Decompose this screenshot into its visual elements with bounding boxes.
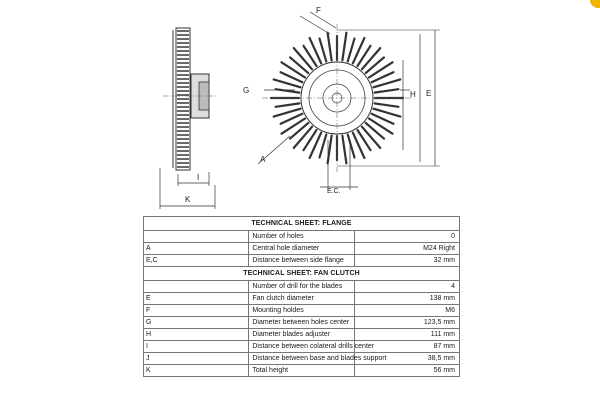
table-row	[144, 341, 460, 353]
row-value: 4	[354, 281, 459, 293]
side-view-fins	[177, 31, 189, 167]
fan-clutch-title: TECHNICAL SHEET: FAN CLUTCH	[144, 267, 460, 281]
row-description: Fan clutch diameter	[249, 293, 354, 305]
row-key: J	[144, 353, 249, 365]
row-value: 38,5 mm	[354, 353, 459, 365]
row-value: M6	[354, 305, 459, 317]
row-description: Diameter blades adjuster	[249, 329, 354, 341]
row-description: Diameter between holes center	[249, 317, 354, 329]
row-key: G	[144, 317, 249, 329]
dimension-label-g: G	[243, 86, 250, 95]
row-key: H	[144, 329, 249, 341]
dimension-label-f: F	[316, 6, 321, 15]
flange-title: TECHNICAL SHEET: FLANGE	[144, 217, 460, 231]
cooling-fin	[362, 127, 380, 148]
cooling-fin	[348, 135, 355, 158]
row-key: K	[144, 365, 249, 377]
dimension-label-k: K	[185, 195, 191, 204]
cooling-fin	[375, 89, 399, 92]
table-row	[144, 365, 460, 377]
row-description: Total height	[249, 365, 354, 377]
table-row	[144, 243, 460, 255]
table-row	[144, 255, 460, 267]
technical-sheet-table	[143, 216, 460, 377]
row-key: F	[144, 305, 249, 317]
table-row	[144, 329, 460, 341]
cooling-fin	[342, 136, 346, 164]
row-description: Central hole diameter	[249, 243, 354, 255]
row-value: 123,5 mm	[354, 317, 459, 329]
fan-clutch-section-header	[144, 267, 460, 281]
table-row	[144, 317, 460, 329]
row-value: 87 mm	[354, 341, 459, 353]
dimension-label-i: I	[197, 173, 200, 182]
cooling-fin	[320, 135, 327, 158]
row-key: E	[144, 293, 249, 305]
dimension-label-a: A	[260, 155, 266, 164]
row-description: Distance between colateral drills center	[249, 341, 354, 353]
dimension-label-h: H	[410, 90, 416, 99]
row-value: 56 mm	[354, 365, 459, 377]
cooling-fin	[294, 127, 312, 148]
row-description: Number of drill for the blades	[249, 281, 354, 293]
cooling-fin	[328, 33, 332, 61]
row-value: 32 mm	[354, 255, 459, 267]
row-description: Distance between side flange	[249, 255, 354, 267]
row-value: 0	[354, 231, 459, 243]
cooling-fin	[375, 103, 399, 106]
row-description: Mounting holdes	[249, 305, 354, 317]
table-row	[144, 281, 460, 293]
row-value: 138 mm	[354, 293, 459, 305]
cooling-fin	[342, 33, 346, 61]
table-row	[144, 353, 460, 365]
dimension-label-ec: E.C.	[327, 188, 341, 195]
row-key	[144, 281, 249, 293]
row-key	[144, 231, 249, 243]
row-key: E,C	[144, 255, 249, 267]
row-description: Number of holes	[249, 231, 354, 243]
dimension-label-e: E	[426, 89, 432, 98]
cooling-fin	[320, 39, 327, 62]
side-view	[160, 28, 218, 209]
table-row	[144, 293, 460, 305]
row-value: M24 Right	[354, 243, 459, 255]
row-key: A	[144, 243, 249, 255]
row-description: Distance between base and blades support	[249, 353, 354, 365]
row-value: 111 mm	[354, 329, 459, 341]
front-view	[243, 6, 440, 195]
table-row	[144, 231, 460, 243]
cooling-fin	[348, 39, 355, 62]
row-key: I	[144, 341, 249, 353]
flange-section-header	[144, 217, 460, 231]
cooling-fin	[276, 103, 300, 106]
table-row	[144, 305, 460, 317]
cooling-fin	[294, 48, 312, 69]
cooling-fin	[362, 48, 380, 69]
